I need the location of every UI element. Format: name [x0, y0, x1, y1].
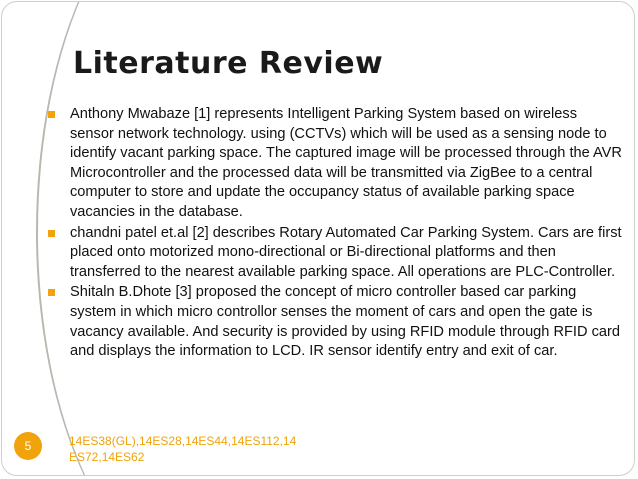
page-number-badge: 5 [14, 432, 42, 460]
slide-title: Literature Review [73, 46, 384, 81]
bullet-text: Shitaln B.Dhote [3] proposed the concept of micro controller based car parking system in which micro controllor senses the moment of cars and open the gate is vacancy available. And security is provided by using RFID module through RFID card and displays the information to LCD. IR sensor identify entry and exit of car. [70, 284, 620, 360]
bullet-item [42, 105, 622, 223]
square-bullet-icon [48, 111, 55, 118]
bullet-text: Anthony Mwabaze [1] represents Intelligent Parking System based on wireless sensor network technology. using (CCTVs) which will be used as a sensing node to identify vacant parking space. The captured image will be processed through the AVR Microcontroller and the processed data will be transmitted via ZigBee to a central computer to store and update the occupancy status of available parking space vacancies in the database. [70, 106, 622, 220]
square-bullet-icon [48, 289, 55, 296]
slide-frame [1, 1, 635, 476]
bullet-item [42, 224, 622, 283]
square-bullet-icon [48, 230, 55, 237]
bullet-list [42, 105, 622, 363]
bullet-text: chandni patel et.al [2] describes Rotary Automated Car Parking System. Cars are first placed onto motorized mono-directional or Bi-directional platforms and then transferred to the nearest available parking space. All operations are PLC-Controller. [70, 224, 622, 280]
footer-text: 14ES38(GL),14ES28,14ES44,14ES112,14ES72,14ES62 [69, 434, 297, 464]
bullet-item [42, 283, 622, 361]
